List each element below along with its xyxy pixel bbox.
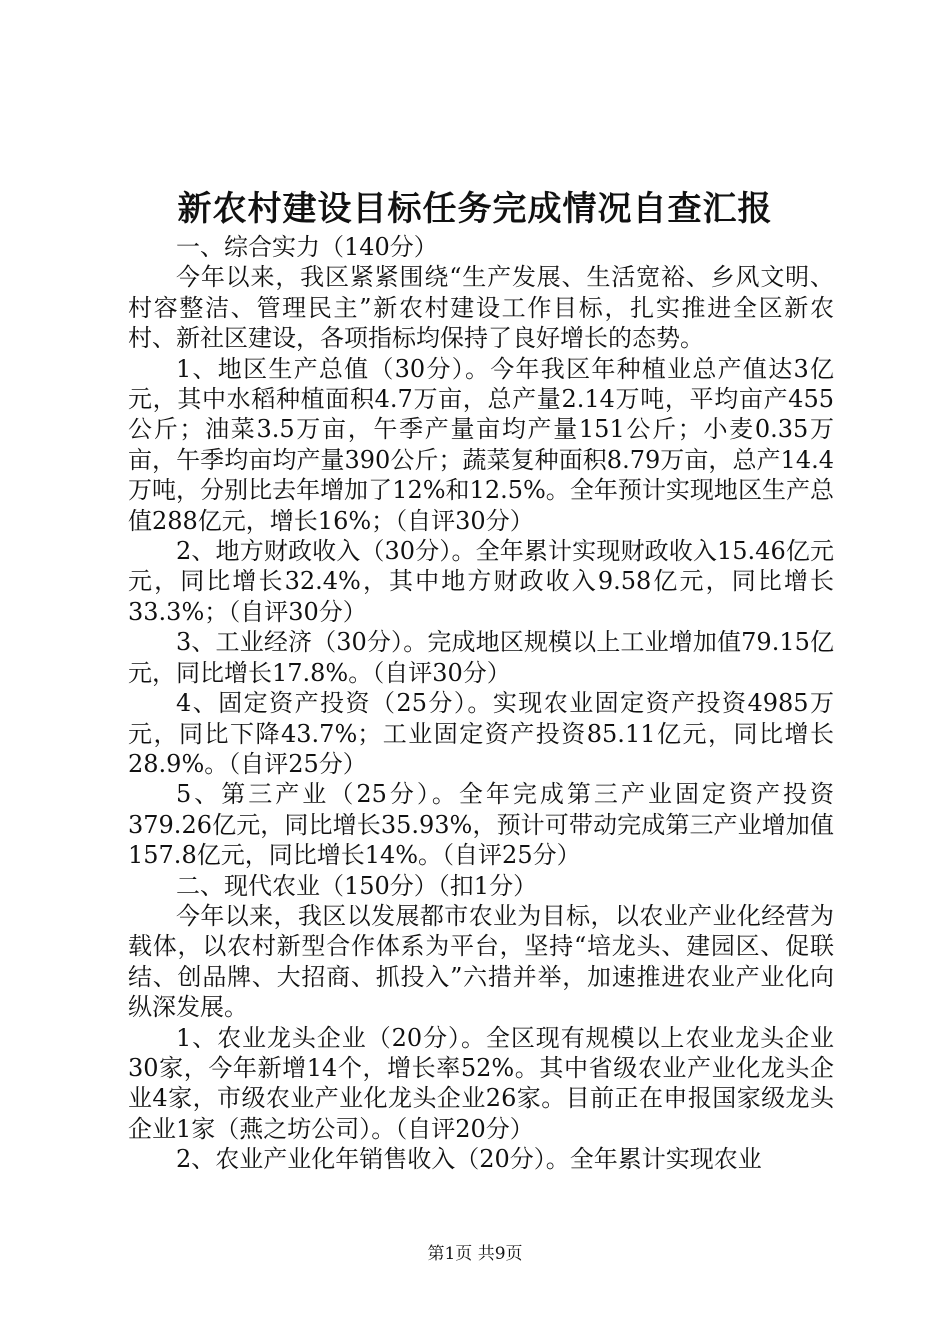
paragraph: 1、农业龙头企业（20分）。全区现有规模以上农业龙头企业30家，今年新增14个，增长率52%。其中省级农业产业化龙头企业4家，市级农业产业化龙头企业26家。目前正在申报国家级龙头企业1家（燕之坊公司）。（自评20分） <box>128 1023 834 1143</box>
paragraph: 4、固定资产投资（25分）。实现农业固定资产投资4985万元，同比下降43.7%；工业固定资产投资85.11亿元，同比增长28.9%。（自评25分） <box>128 689 834 778</box>
paragraph: 1、地区生产总值（30分）。今年我区年种植业总产值达3亿元，其中水稻种植面积4.7万亩，总产量2.14万吨，平均亩产455公斤；油菜3.5万亩，午季产量亩均产量151公斤；小麦0.35万亩，午季均亩均产量390公斤；蔬菜复种面积8.79万亩，总产14.4万吨，分别比去年增加了12%和12.5%。全年预计实现地区生产总值288亿元，增长16%；（自评30分） <box>128 354 834 535</box>
section-heading: 二、现代农业（150分）（扣1分） <box>176 871 538 900</box>
document-body <box>128 232 834 1175</box>
document-title: 新农村建设目标任务完成情况自查汇报 <box>177 189 773 229</box>
paragraph: 今年以来，我区紧紧围绕“生产发展、生活宽裕、乡风文明、村容整洁、管理民主”新农村建设工作目标，扎实推进全区新农村、新社区建设，各项指标均保持了良好增长的态势。 <box>128 263 834 353</box>
page-footer: 第1页 共9页 <box>427 1244 523 1264</box>
paragraph: 5、第三产业（25分）。全年完成第三产业固定资产投资379.26亿元，同比增长35.93%，预计可带动完成第三产业增加值157.8亿元，同比增长14%。（自评25分） <box>128 780 834 870</box>
paragraph: 2、农业产业化年销售收入（20分）。全年累计实现农业 <box>176 1145 762 1174</box>
paragraph: 今年以来，我区以发展都市农业为目标，以农业产业化经营为载体，以农村新型合作体系为平台，坚持“培龙头、建园区、促联结、创品牌、大招商、抓投入”六措并举，加速推进农业产业化向纵深发展。 <box>128 901 834 1022</box>
paragraph: 2、地方财政收入（30分）。全年累计实现财政收入15.46亿元元，同比增长32.4%，其中地方财政收入9.58亿元，同比增长33.3%；（自评30分） <box>128 537 834 626</box>
section-heading: 一、综合实力（140分） <box>176 233 438 261</box>
paragraph: 3、工业经济（30分）。完成地区规模以上工业增加值79.15亿元，同比增长17.8%。（自评30分） <box>128 628 834 687</box>
